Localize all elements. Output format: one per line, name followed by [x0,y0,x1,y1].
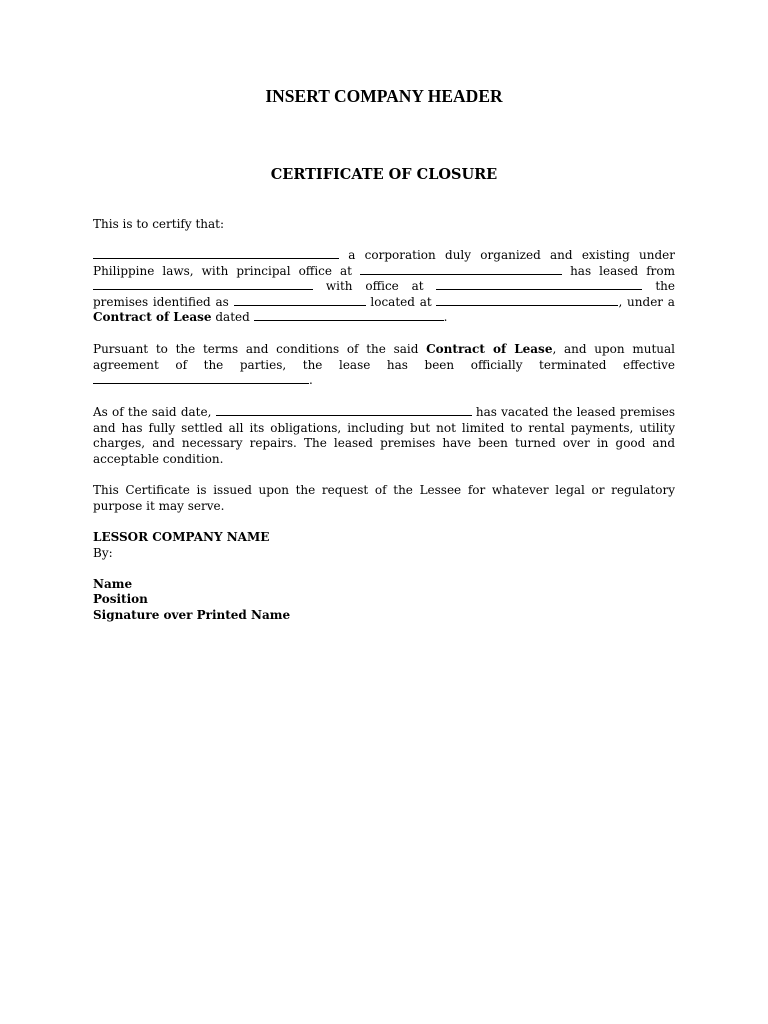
lessor-company-name: LESSOR COMPANY NAME [93,530,270,544]
para1-text-6: premises identified as [93,294,229,309]
para4-line-1 [93,483,675,499]
paragraph-obligations [93,405,675,467]
para1-line-3 [93,279,675,295]
blank-premises-location[interactable] [436,295,618,306]
para1-text-8: , under a [618,294,675,309]
para1-line-5 [93,310,675,326]
para2-text-4: agreement of the parties, the lease has been officially terminated effective [93,357,675,372]
para1-line-2 [93,264,675,280]
company-header-placeholder: INSERT COMPANY HEADER [265,86,503,106]
para1-text-10: dated [215,310,250,325]
para1-text-7: located at [370,294,432,309]
intro-text: This is to certify that: [93,217,225,231]
para1-text-3: has leased from [570,263,675,278]
blank-lessor-name[interactable] [93,279,313,290]
para1-line-1 [93,248,675,264]
signature-label: Signature over Printed Name [93,607,291,622]
paragraph-certification [93,248,675,326]
signatory-name: Name [93,576,133,591]
para1-line-4 [93,295,675,311]
para4-text-1: This Certificate is issued upon the request of the Lessee for whatever legal or regulatory [93,483,675,497]
para2-text-1: Pursuant to the terms and conditions of the said [93,342,419,356]
para3-line-4 [93,452,675,468]
para1-text-11: . [443,310,448,325]
para3-line-2 [93,421,675,437]
signature-block [93,530,675,624]
para1-text-1: a corporation duly organized and existing under [348,248,675,262]
para3-text-4: charges, and necessary repairs. The leased premises have been turned over in good and [93,436,675,451]
para4-text-2: purpose it may serve. [93,498,225,513]
spacer [93,561,675,577]
para2-line-3 [93,373,675,389]
para2-line-2 [93,358,675,374]
para3-line-1 [93,405,675,421]
contract-of-lease-label: Contract of Lease [93,310,212,325]
blank-premises-id[interactable] [234,295,366,306]
para3-text-1: As of the said date, [93,405,212,419]
blank-vacating-party[interactable] [216,405,472,416]
para1-text-2: Philippine laws, with principal office at [93,263,352,278]
contract-of-lease-label-2: Contract of Lease [426,342,553,356]
document-title: CERTIFICATE OF CLOSURE [270,166,498,183]
para2-text-3: , and upon mutual [552,342,675,356]
blank-lessee-name[interactable] [93,248,339,259]
para3-line-3 [93,436,675,452]
para1-text-4: with office at [325,279,424,294]
blank-principal-office[interactable] [360,264,562,275]
blank-lease-date[interactable] [254,310,444,321]
para2-text-5: . [309,373,313,388]
para3-text-5: acceptable condition. [93,451,224,466]
blank-termination-date[interactable] [93,373,309,384]
signatory-position: Position [93,592,148,607]
para4-line-2 [93,499,675,515]
by-label: By: [93,545,113,560]
paragraph-termination [93,342,675,389]
para3-text-3: and has fully settled all its obligations, including but not limited to rental payments, utility [93,420,675,435]
para1-text-5: the [655,279,675,294]
para2-line-1 [93,342,675,358]
para3-text-2: has vacated the leased premises [475,405,675,419]
blank-lessor-office[interactable] [436,279,642,290]
paragraph-purpose [93,483,675,514]
